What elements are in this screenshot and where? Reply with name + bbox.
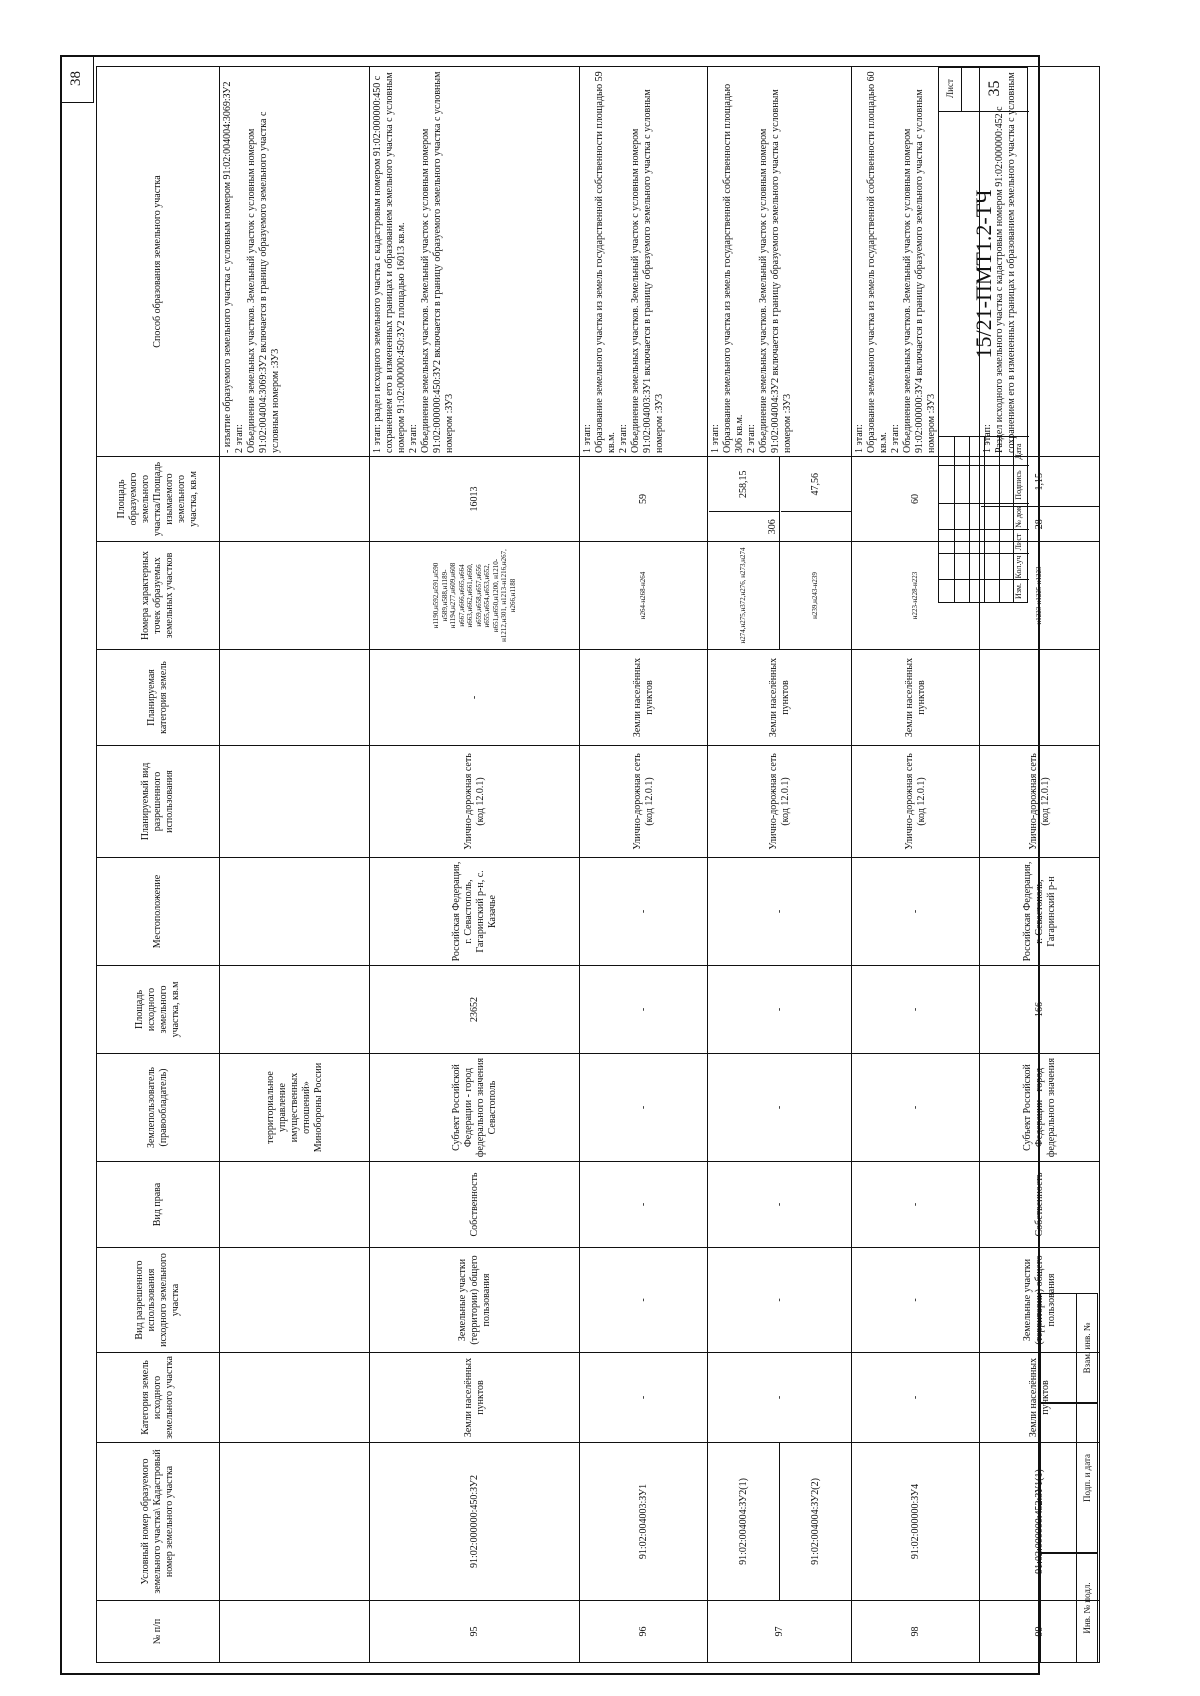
- cell-location: Российская Федерация, г. Севастополь, Гагаринский р-н: [980, 858, 1100, 966]
- cell-category: Земли населённых пунктов: [370, 1353, 580, 1443]
- cell-holder: Субъект Российской Федерации - город федерального значения Севастополь: [370, 1054, 580, 1162]
- document-code: 15/21-ПМТ1.2-ТЧ: [939, 112, 1029, 437]
- cell-category: -: [580, 1353, 708, 1443]
- header-category-src: Категория земель исходного земельного участка: [97, 1353, 220, 1443]
- cell-holder: -: [580, 1054, 708, 1162]
- title-block: [938, 67, 1028, 603]
- table-header-row: [97, 67, 220, 1663]
- cell-num: 96: [580, 1601, 708, 1663]
- header-category-plan: Планируемая категория земель: [97, 650, 220, 746]
- cell-points: н1190,н592,н591,н590 н589,н588,н1189- н1194,н277,н609,н608 н667,н666,н665,н664 н663,н662,н661,н660, н659,н658,н657,н656 н655,н654,н653,н652, н651,н650,н1200, н1210-н1212,н301, н1213-н1216,н267, н266,н1188: [370, 542, 580, 650]
- cell-method: 1 этап: раздел исходного земельного участка с кадастровым номером 91:02:000000:450 с сохранением его в измененных границах и образованием земельного участка с условным номером 91:02:000000:450:ЗУ2 площадью 16013 кв.м. 2 этап: Объединение земельных участков. Земельный участок с условным номером 91:02:000000:450:ЗУ2 включается в границу образуемого земельного участка с условным номером :ЗУ3: [370, 67, 580, 457]
- cell-use-plan: Улично-дорожная сеть (код 12.0.1): [708, 746, 852, 858]
- cell-category: Земли населённых пунктов: [980, 1353, 1100, 1443]
- cell-right: -: [852, 1162, 980, 1248]
- cell-use: -: [580, 1248, 708, 1353]
- cell-right: -: [708, 1162, 852, 1248]
- header-location: Местоположение: [97, 858, 220, 966]
- cell-cond-number: 91:02:004003:ЗУ1: [580, 1443, 708, 1601]
- revision-grid: [939, 437, 1029, 602]
- cell-method: 1 этап: Образование земельного участка из земель государственной собственности площадью 306 кв.м. 2 этап: Объединение земельных участков. Земельный участок с условным номером 91:02:004004:ЗУ2 включается в границу образуемого земельного участка с условным номером :ЗУ3: [708, 67, 852, 457]
- cell-use: Земельные участки (территории) общего пользования: [980, 1248, 1100, 1353]
- cell-use-plan: Улично-дорожная сеть (код 12.0.1): [852, 746, 980, 858]
- cell-location: -: [580, 858, 708, 966]
- margin-vzam-inv: Взам. инв. №: [1040, 1293, 1098, 1403]
- sheet-number-box: [939, 66, 1029, 112]
- header-use-plan: Планируемый вид разрешенного использования: [97, 746, 220, 858]
- cell-holder: -: [708, 1054, 852, 1162]
- cell-area-split-2: [780, 457, 852, 542]
- cell-category-plan: Земли населённых пунктов: [708, 650, 852, 746]
- cell-num: 98: [852, 1601, 980, 1663]
- header-holder: Землепользователь (правообладатель): [97, 1054, 220, 1162]
- cell-category: -: [852, 1353, 980, 1443]
- stamp-label-data: Дата: [1014, 443, 1023, 460]
- cell-area-new: 59: [580, 457, 708, 542]
- cell-category-plan: -: [370, 650, 580, 746]
- cell-area-new: 60: [852, 457, 980, 542]
- cell-use: Земельные участки (территории) общего пользования: [370, 1248, 580, 1353]
- cell-area-src: -: [852, 966, 980, 1054]
- cell-points: н1223-н1225-н1223: [980, 542, 1100, 650]
- cell-right: -: [580, 1162, 708, 1248]
- cell-num: 97: [708, 1601, 852, 1663]
- cell-area-total: 306: [709, 511, 779, 541]
- header-num: № п/п: [97, 1601, 220, 1663]
- page-number: 38: [60, 55, 94, 103]
- cell-category-plan: Земли населённых пунктов: [580, 650, 708, 746]
- cell-num: 99: [980, 1601, 1100, 1663]
- cell-holder: Субъект Российской Федерации - город федерального значения: [980, 1054, 1100, 1162]
- cell-holder: -: [852, 1054, 980, 1162]
- cell-method: - изъятие образуемого земельного участка с условным номером 91:02:004004:3069:ЗУ2 2 этап: Объединение земельных участков. Земельный участок с условным номером 91:02:004004:3069:ЗУ2 включается в границу образуемого земельного участка с условным номером :ЗУ3: [220, 67, 370, 457]
- cell-area-split: [708, 457, 780, 542]
- cell-right: Собственность: [980, 1162, 1100, 1248]
- table-row-97a: [708, 67, 780, 1663]
- cell-category: -: [708, 1353, 852, 1443]
- header-points: Номера характерных точек образуемых земельных участков: [97, 542, 220, 650]
- document-sheet: [60, 55, 1092, 1675]
- cell-area-src: 23652: [370, 966, 580, 1054]
- binding-margin: [1040, 1243, 1098, 1663]
- cell-area-src: -: [580, 966, 708, 1054]
- header-right: Вид права: [97, 1162, 220, 1248]
- header-method: Способ образования земельного участка: [97, 67, 220, 457]
- cell-points-1: н274,н275,н372,н276, н273,н274: [708, 542, 780, 650]
- cell-holder: территориальное управление имущественных отношений» Минобороны России: [220, 1054, 370, 1162]
- cell-points: н223-н228-н223: [852, 542, 980, 650]
- margin-podp-data: Подп. и дата: [1040, 1403, 1098, 1553]
- cell-location: -: [852, 858, 980, 966]
- cell-location: Российская Федерация, г. Севастополь, Гагаринский р-н, с. Казачье: [370, 858, 580, 966]
- sheet-number: 35: [986, 80, 1003, 97]
- stamp-label-izm: Изм.: [1014, 583, 1023, 599]
- stamp-label-podpis: Подпись: [1014, 470, 1023, 500]
- cell-cond-number: 91:02:000000:450:ЗУ2: [370, 1443, 580, 1601]
- cell-use: -: [852, 1248, 980, 1353]
- cell-category-plan: Земли населённых пунктов: [852, 650, 980, 746]
- cell-num: 95: [370, 1601, 580, 1663]
- table-row-continuation: [220, 67, 370, 1663]
- table-row-96: [580, 67, 708, 1663]
- header-area-src: Площадь исходного земельного участка, кв.м: [97, 966, 220, 1054]
- cell-points: н264-н268-н264: [580, 542, 708, 650]
- header-area-new: Площадь образуемого земельного участка/Площадь изымаемого земельного участка, кв.м: [97, 457, 220, 542]
- cell-use-plan: Улично-дорожная сеть (код 12.0.1): [980, 746, 1100, 858]
- sheet-label: Лист: [939, 66, 962, 111]
- cell-area-1: 258,15: [737, 470, 749, 498]
- cell-area-src: 166: [980, 966, 1100, 1054]
- cell-use-plan: Улично-дорожная сеть (код 12.0.1): [370, 746, 580, 858]
- cell-use-plan: Улично-дорожная сеть (код 12.0.1): [580, 746, 708, 858]
- stamp-label-ndok: № док: [1014, 506, 1023, 528]
- header-cond-number: Условный номер образуемого земельного участка\ Кадастровый номер земельного участка: [97, 1443, 220, 1601]
- cell-method: 1 этап: Образование земельного участка из земель государственной собственности площадью 59 кв.м. 2 этап: Объединение земельных участков. Земельный участок с условным номером 91:02:004003:ЗУ1 включается в границу образуемого земельного участка с условным номером :ЗУ3: [580, 67, 708, 457]
- cell-method: 1 этап: Образование земельного участка из земель государственной собственности площадью 60 кв.м. 2 этап: Объединение земельных участков. Земельный участок с условным номером 91:02:000000:ЗУ4 включается в границу образуемого земельного участка с условным номером :ЗУ3: [852, 67, 980, 457]
- cell-area-2: 47,56: [809, 472, 821, 496]
- cell-area-a: 28: [981, 506, 1099, 541]
- margin-inv-podl: Инв. № подл.: [1040, 1553, 1098, 1663]
- cell-cond-number-1: 91:02:004004:ЗУ2(1): [708, 1443, 780, 1601]
- cell-use: -: [708, 1248, 852, 1353]
- cell-category-plan: -: [980, 650, 1100, 746]
- cell-cond-number-2: 91:02:004004:ЗУ2(2): [780, 1443, 852, 1601]
- cell-area-new: 16013: [370, 457, 580, 542]
- cell-points-2: н239,н243-н239: [780, 542, 852, 650]
- table-row-95: [370, 67, 580, 1663]
- cell-cond-number: 91:02:000000:ЗУ4: [852, 1443, 980, 1601]
- cell-area-b: 1,15: [1033, 472, 1045, 491]
- cell-method: 1 этап: Раздел исходного земельного участка с кадастровым номером 91:02:000000:452 с сохранением его в измененных границах и образованием земельного участка с условным: [980, 67, 1100, 457]
- stamp-label-kolych: Кол.уч: [1014, 555, 1023, 579]
- cell-cond-number: 91:02:000000:452:ЗУ1(1): [980, 1443, 1100, 1601]
- cell-area-src: -: [708, 966, 852, 1054]
- cell-right: Собственность: [370, 1162, 580, 1248]
- cell-location: -: [708, 858, 852, 966]
- header-use-src: Вид разрешенного использования исходного земельного участка: [97, 1248, 220, 1353]
- stamp-label-list: Лист: [1014, 533, 1023, 551]
